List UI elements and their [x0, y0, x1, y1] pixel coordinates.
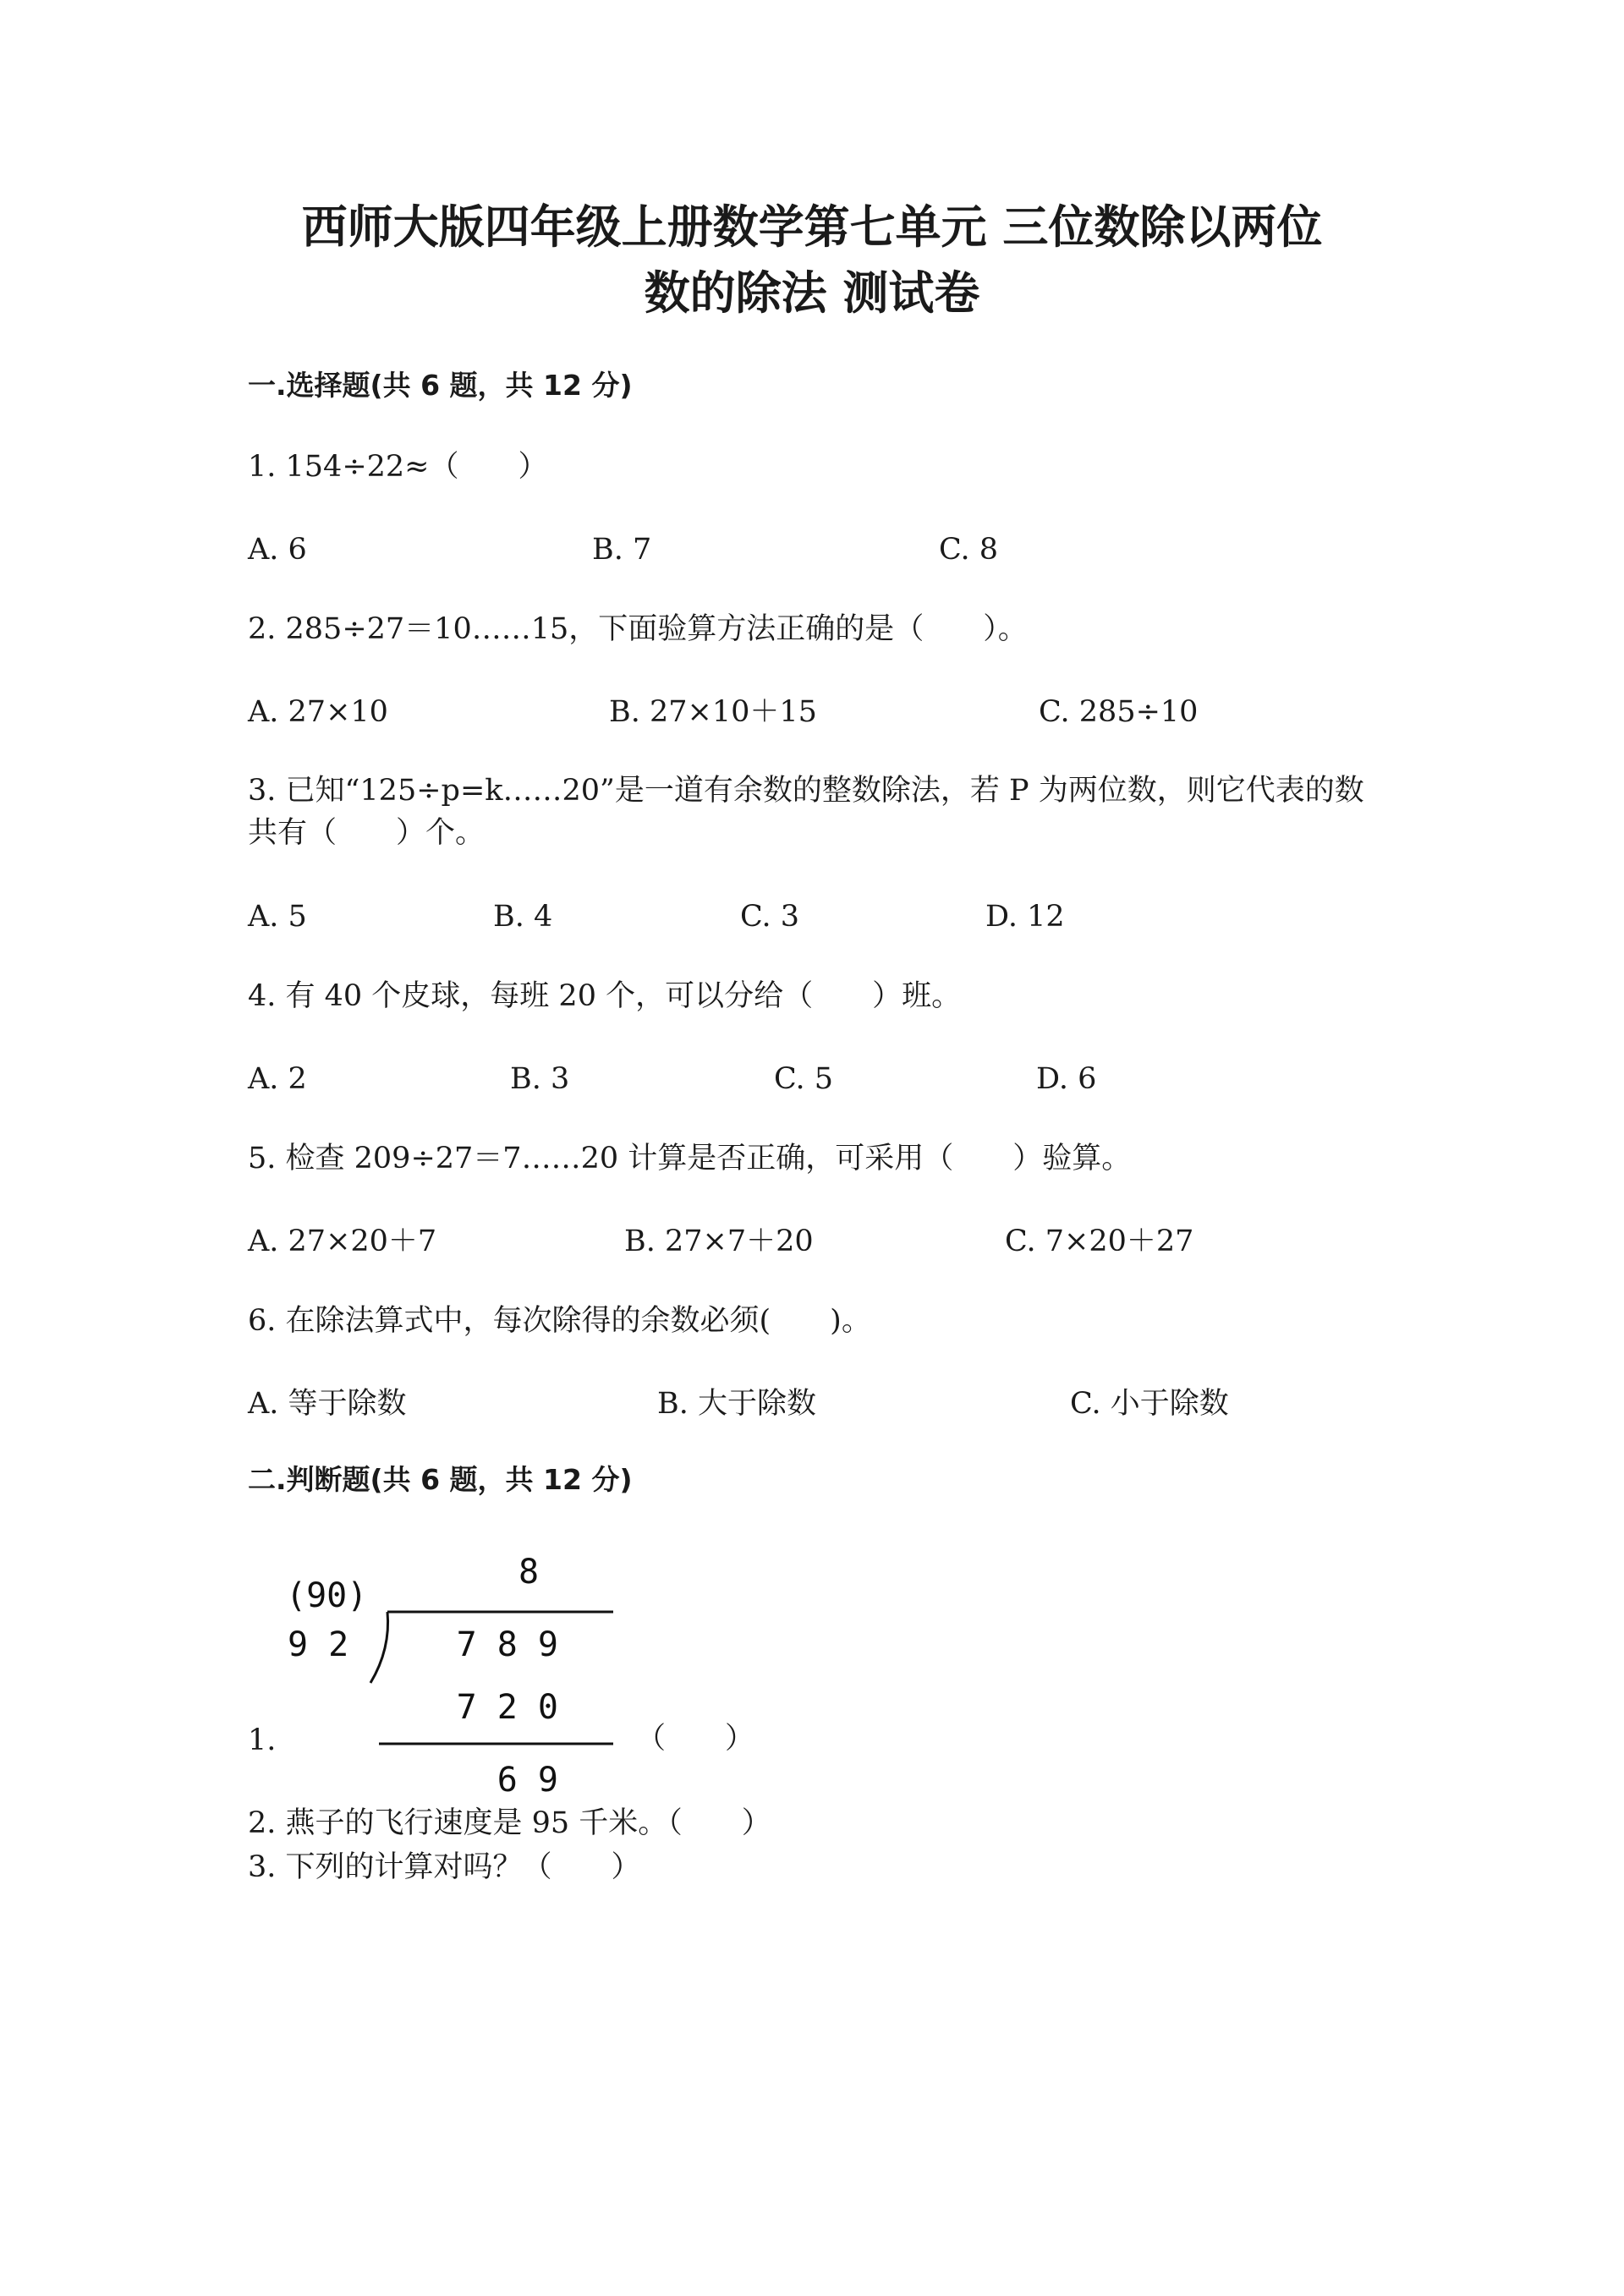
- question-1-stem: 1. 154÷22≈（ ）: [248, 450, 548, 484]
- question-4-option-c: C. 5: [774, 1062, 834, 1096]
- question-6-option-c: C. 小于除数: [1070, 1387, 1229, 1421]
- judgement-1-blank: （ ）: [636, 1722, 755, 1756]
- judgement-2-stem: 2. 燕子的飞行速度是 95 千米。（ ）: [248, 1806, 771, 1840]
- division-note: (90): [286, 1576, 368, 1615]
- division-quotient: 8: [518, 1553, 540, 1592]
- question-3-stem: 3. 已知“125÷p=k……20”是一道有余数的整数除法，若 P 为两位数，则它代表的数共有（ ）个。: [248, 774, 1364, 850]
- question-5-stem: 5. 检查 209÷27＝7……20 计算是否正确，可采用（ ）验算。: [248, 1142, 1132, 1175]
- question-3-option-b: B. 4: [493, 900, 553, 934]
- division-remainder: 6 9: [497, 1761, 558, 1800]
- question-3-option-d: D. 12: [985, 900, 1065, 934]
- section-heading-choice: 一.选择题(共 6 题，共 12 分): [248, 369, 633, 402]
- division-product: 7 2 0: [456, 1688, 558, 1727]
- question-5-option-b: B. 27×7＋20: [624, 1225, 814, 1258]
- question-1-option-a: A. 6: [248, 533, 307, 567]
- judgement-1-number: 1.: [248, 1723, 277, 1757]
- question-6-option-a: A. 等于除数: [248, 1387, 407, 1421]
- question-2-option-a: A. 27×10: [248, 695, 388, 729]
- long-division-figure: [279, 1539, 634, 1810]
- page-title-line-1: 西师大版四年级上册数学第七单元 三位数除以两位: [301, 200, 1323, 254]
- division-bracket-curve: [370, 1612, 388, 1683]
- judgement-3-stem: 3. 下列的计算对吗？（ ）: [248, 1850, 641, 1884]
- division-divisor: 9 2: [288, 1625, 349, 1664]
- question-3-option-c: C. 3: [740, 900, 800, 934]
- question-4-option-a: A. 2: [248, 1062, 307, 1096]
- question-4-option-b: B. 3: [510, 1062, 570, 1096]
- question-3-option-a: A. 5: [248, 900, 307, 934]
- question-5-option-a: A. 27×20＋7: [248, 1225, 437, 1258]
- page-title-line-2: 数的除法 测试卷: [644, 266, 980, 320]
- question-5-option-c: C. 7×20＋27: [1005, 1225, 1194, 1258]
- question-2-stem: 2. 285÷27＝10……15，下面验算方法正确的是（ ）。: [248, 612, 1028, 646]
- question-6-stem: 6. 在除法算式中，每次除得的余数必须( )。: [248, 1304, 871, 1338]
- question-1-option-c: C. 8: [939, 533, 999, 567]
- question-4-stem: 4. 有 40 个皮球，每班 20 个，可以分给（ ）班。: [248, 979, 962, 1013]
- question-2-option-c: C. 285÷10: [1039, 695, 1199, 729]
- question-1-option-b: B. 7: [592, 533, 652, 567]
- section-heading-judgement: 二.判断题(共 6 题，共 12 分): [248, 1463, 633, 1496]
- question-4-option-d: D. 6: [1036, 1062, 1097, 1096]
- division-dividend: 7 8 9: [456, 1625, 558, 1664]
- question-6-option-b: B. 大于除数: [657, 1387, 816, 1421]
- question-2-option-b: B. 27×10＋15: [609, 695, 817, 729]
